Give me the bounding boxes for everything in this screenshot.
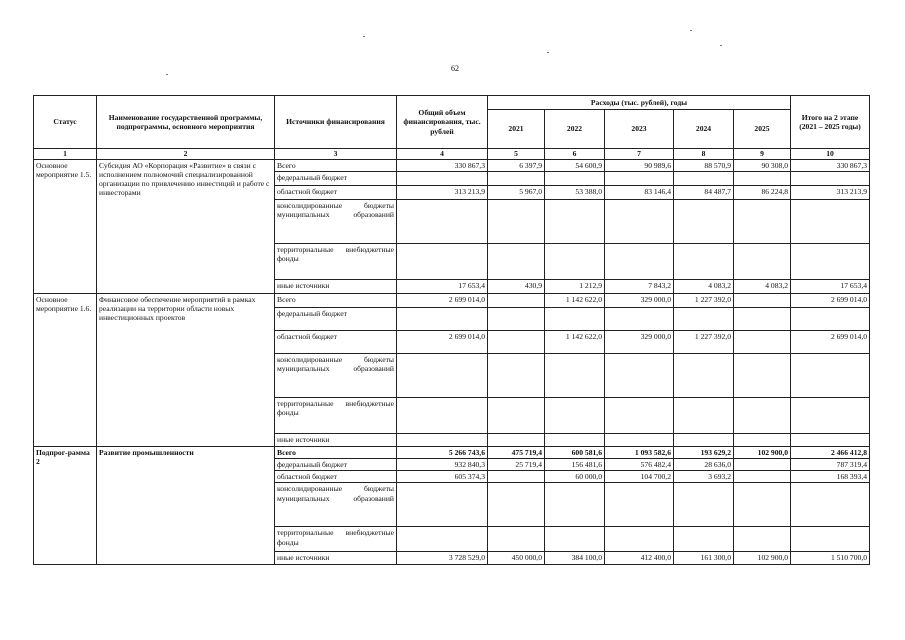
value-cell-y2024: 84 487,7 <box>674 186 734 200</box>
value-cell-y2025 <box>734 331 791 354</box>
value-cell-y2024 <box>674 200 734 244</box>
value-cell-itogo: 2 466 412,8 <box>791 447 870 459</box>
source-cell: консолидированные бюджеты муниципальных образований <box>275 354 397 398</box>
value-cell-y2025 <box>734 471 791 483</box>
value-cell-itogo <box>791 172 870 186</box>
value-cell-y2021 <box>488 354 545 398</box>
value-cell-total: 17 653,4 <box>397 280 488 294</box>
table-row <box>34 447 870 459</box>
value-cell-y2025: 102 900,0 <box>734 552 791 564</box>
value-cell-y2021 <box>488 398 545 434</box>
source-cell: консолидированные бюджеты муниципальных образований <box>275 200 397 244</box>
value-cell-y2023: 90 989,6 <box>605 160 674 172</box>
value-cell-y2024 <box>674 354 734 398</box>
column-number: 10 <box>791 149 870 160</box>
column-number: 4 <box>397 149 488 160</box>
value-cell-y2022: 1 142 622,0 <box>545 331 605 354</box>
value-cell-total <box>397 354 488 398</box>
source-cell: территориальные внебюджетные фонды <box>275 244 397 280</box>
header-total: Общий объем финансирования, тыс. рублей <box>397 96 488 149</box>
header-year: 2021 <box>488 110 545 149</box>
value-cell-itogo: 313 213,9 <box>791 186 870 200</box>
value-cell-y2023 <box>605 200 674 244</box>
column-number: 8 <box>674 149 734 160</box>
value-cell-y2022 <box>545 172 605 186</box>
value-cell-itogo <box>791 200 870 244</box>
value-cell-total: 313 213,9 <box>397 186 488 200</box>
value-cell-y2021 <box>488 434 545 447</box>
value-cell-itogo: 168 393,4 <box>791 471 870 483</box>
source-cell: федеральный бюджет <box>275 308 397 331</box>
name-cell: Развитие промышленности <box>97 447 275 564</box>
header-sources: Источники финансирования <box>275 96 397 149</box>
value-cell-y2022: 600 581,6 <box>545 447 605 459</box>
header-year: 2025 <box>734 110 791 149</box>
value-cell-total: 3 728 529,0 <box>397 552 488 564</box>
scan-speck <box>720 45 722 46</box>
scan-speck <box>690 30 692 31</box>
value-cell-y2023 <box>605 354 674 398</box>
source-cell: иные источники <box>275 552 397 564</box>
value-cell-total: 2 699 014,0 <box>397 294 488 308</box>
header-expenses: Расходы (тыс. рублей), годы <box>488 96 791 110</box>
column-number: 5 <box>488 149 545 160</box>
value-cell-y2023 <box>605 172 674 186</box>
header-year: 2023 <box>605 110 674 149</box>
value-cell-y2023: 7 843,2 <box>605 280 674 294</box>
value-cell-itogo: 2 699 014,0 <box>791 294 870 308</box>
source-cell: Всего <box>275 160 397 172</box>
value-cell-y2024: 4 083,2 <box>674 280 734 294</box>
value-cell-y2025 <box>734 434 791 447</box>
value-cell-y2023 <box>605 434 674 447</box>
value-cell-y2021 <box>488 294 545 308</box>
value-cell-itogo <box>791 527 870 552</box>
value-cell-y2023: 1 093 582,6 <box>605 447 674 459</box>
source-cell: областной бюджет <box>275 186 397 200</box>
table-row <box>34 160 870 172</box>
value-cell-y2024 <box>674 398 734 434</box>
value-cell-itogo <box>791 434 870 447</box>
status-cell: Основное мероприятие 1.5. <box>34 160 97 294</box>
value-cell-y2024 <box>674 244 734 280</box>
source-cell: территориальные внебюджетные фонды <box>275 527 397 552</box>
scan-speck <box>363 36 365 37</box>
value-cell-y2021 <box>488 527 545 552</box>
value-cell-itogo: 1 510 700,0 <box>791 552 870 564</box>
value-cell-y2022 <box>545 398 605 434</box>
source-cell: Всего <box>275 294 397 308</box>
value-cell-y2021 <box>488 471 545 483</box>
scan-speck <box>166 74 168 75</box>
value-cell-y2024 <box>674 308 734 331</box>
value-cell-y2021 <box>488 200 545 244</box>
value-cell-y2024: 1 227 392,0 <box>674 331 734 354</box>
value-cell-total <box>397 398 488 434</box>
value-cell-total <box>397 434 488 447</box>
value-cell-y2021: 450 000,0 <box>488 552 545 564</box>
source-cell: территориальные внебюджетные фонды <box>275 398 397 434</box>
header-name: Наименование государственной программы, подпрограммы, основного мероприятия <box>97 96 275 149</box>
header-itogo: Итого на 2 этапе (2021 – 2025 годы) <box>791 96 870 149</box>
page-number: 62 <box>451 64 459 73</box>
value-cell-y2025 <box>734 294 791 308</box>
name-cell: Субсидия АО «Корпорация «Развитие» в связи с исполнением полномочий специализированной организации по привлечению инвестиций и работе с инвесторами <box>97 160 275 294</box>
value-cell-total: 5 266 743,6 <box>397 447 488 459</box>
value-cell-y2022 <box>545 200 605 244</box>
value-cell-y2023 <box>605 244 674 280</box>
value-cell-y2022: 60 000,0 <box>545 471 605 483</box>
value-cell-y2024 <box>674 434 734 447</box>
value-cell-y2022 <box>545 308 605 331</box>
value-cell-y2022 <box>545 483 605 527</box>
table-row <box>34 294 870 308</box>
header-status: Статус <box>34 96 97 149</box>
scan-speck <box>547 52 549 53</box>
name-cell: Финансовое обеспечение мероприятий в рамках реализации на территории области новых инвестиционных проектов <box>97 294 275 447</box>
value-cell-y2022 <box>545 354 605 398</box>
value-cell-y2021: 25 719,4 <box>488 459 545 471</box>
value-cell-y2025 <box>734 527 791 552</box>
value-cell-itogo <box>791 354 870 398</box>
column-number: 6 <box>545 149 605 160</box>
source-cell: областной бюджет <box>275 331 397 354</box>
value-cell-y2021 <box>488 308 545 331</box>
value-cell-y2025 <box>734 308 791 331</box>
value-cell-y2022 <box>545 527 605 552</box>
source-cell: консолидированные бюджеты муниципальных образований <box>275 483 397 527</box>
value-cell-y2021: 430,9 <box>488 280 545 294</box>
financing-table <box>33 95 870 565</box>
value-cell-y2022: 53 388,0 <box>545 186 605 200</box>
value-cell-y2025: 102 900,0 <box>734 447 791 459</box>
value-cell-y2024 <box>674 172 734 186</box>
value-cell-total <box>397 200 488 244</box>
value-cell-y2024: 28 636,0 <box>674 459 734 471</box>
source-cell: иные источники <box>275 280 397 294</box>
value-cell-y2022: 1 142 622,0 <box>545 294 605 308</box>
value-cell-y2024: 193 629,2 <box>674 447 734 459</box>
value-cell-y2025: 86 224,8 <box>734 186 791 200</box>
value-cell-y2025 <box>734 398 791 434</box>
value-cell-y2022 <box>545 434 605 447</box>
value-cell-y2022: 54 600,9 <box>545 160 605 172</box>
column-number: 1 <box>34 149 97 160</box>
value-cell-y2021: 5 967,0 <box>488 186 545 200</box>
source-cell: федеральный бюджет <box>275 459 397 471</box>
value-cell-itogo <box>791 398 870 434</box>
header-year: 2024 <box>674 110 734 149</box>
value-cell-total: 605 374,3 <box>397 471 488 483</box>
value-cell-y2022: 1 212,9 <box>545 280 605 294</box>
value-cell-y2021 <box>488 483 545 527</box>
value-cell-y2025: 4 083,2 <box>734 280 791 294</box>
value-cell-y2022: 156 481,6 <box>545 459 605 471</box>
value-cell-y2024 <box>674 527 734 552</box>
value-cell-y2023 <box>605 527 674 552</box>
value-cell-y2021: 6 397,9 <box>488 160 545 172</box>
value-cell-y2021 <box>488 172 545 186</box>
source-cell: федеральный бюджет <box>275 172 397 186</box>
value-cell-total <box>397 244 488 280</box>
column-number: 7 <box>605 149 674 160</box>
value-cell-y2023 <box>605 308 674 331</box>
value-cell-itogo: 17 653,4 <box>791 280 870 294</box>
value-cell-itogo: 2 699 014,0 <box>791 331 870 354</box>
value-cell-y2024: 88 570,9 <box>674 160 734 172</box>
table-header <box>34 96 870 160</box>
value-cell-y2022 <box>545 244 605 280</box>
column-number: 2 <box>97 149 275 160</box>
value-cell-total <box>397 308 488 331</box>
value-cell-y2025 <box>734 483 791 527</box>
value-cell-y2021 <box>488 331 545 354</box>
value-cell-total <box>397 172 488 186</box>
value-cell-y2024: 1 227 392,0 <box>674 294 734 308</box>
status-cell: Основное мероприятие 1.6. <box>34 294 97 447</box>
value-cell-y2021 <box>488 244 545 280</box>
value-cell-itogo <box>791 244 870 280</box>
header-year: 2022 <box>545 110 605 149</box>
value-cell-y2025 <box>734 354 791 398</box>
value-cell-y2025: 90 308,0 <box>734 160 791 172</box>
value-cell-itogo: 330 867,3 <box>791 160 870 172</box>
value-cell-total <box>397 527 488 552</box>
value-cell-y2023 <box>605 398 674 434</box>
value-cell-y2023: 329 000,0 <box>605 331 674 354</box>
status-cell: Подпрог-рамма 2 <box>34 447 97 564</box>
value-cell-y2023: 412 400,0 <box>605 552 674 564</box>
source-cell: областной бюджет <box>275 471 397 483</box>
value-cell-y2023: 83 146,4 <box>605 186 674 200</box>
value-cell-y2024: 3 693,2 <box>674 471 734 483</box>
value-cell-y2022: 384 100,0 <box>545 552 605 564</box>
value-cell-y2025 <box>734 459 791 471</box>
source-cell: Всего <box>275 447 397 459</box>
value-cell-y2024: 161 300,0 <box>674 552 734 564</box>
value-cell-y2021: 475 719,4 <box>488 447 545 459</box>
value-cell-y2023: 104 700,2 <box>605 471 674 483</box>
value-cell-total <box>397 483 488 527</box>
value-cell-y2025 <box>734 200 791 244</box>
source-cell: иные источники <box>275 434 397 447</box>
value-cell-y2023: 329 000,0 <box>605 294 674 308</box>
value-cell-y2025 <box>734 244 791 280</box>
column-number: 9 <box>734 149 791 160</box>
value-cell-total: 2 699 014,0 <box>397 331 488 354</box>
value-cell-y2023 <box>605 483 674 527</box>
value-cell-itogo: 787 319,4 <box>791 459 870 471</box>
value-cell-y2024 <box>674 483 734 527</box>
value-cell-y2025 <box>734 172 791 186</box>
value-cell-y2023: 576 482,4 <box>605 459 674 471</box>
value-cell-itogo <box>791 483 870 527</box>
value-cell-total: 932 840,3 <box>397 459 488 471</box>
value-cell-itogo <box>791 308 870 331</box>
value-cell-total: 330 867,3 <box>397 160 488 172</box>
column-number: 3 <box>275 149 397 160</box>
table-body <box>34 160 870 565</box>
